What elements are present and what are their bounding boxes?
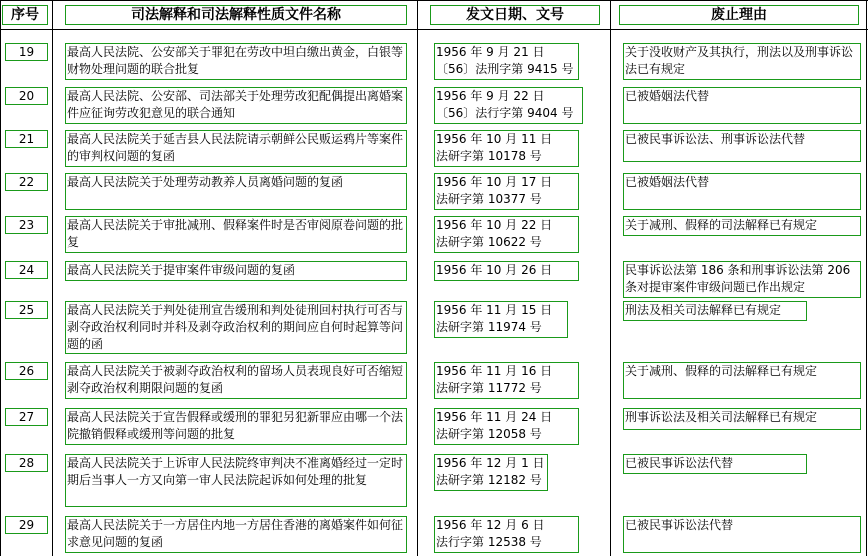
row-repeal-reason: 已被民事诉讼法代替 xyxy=(623,454,807,474)
row-doc-number: 〔56〕法行字第 9404 号 xyxy=(436,106,574,120)
column-divider-2 xyxy=(417,0,418,556)
row-repeal-reason: 已被民事诉讼法代替 xyxy=(623,516,861,553)
row-repeal-reason: 刑法及相关司法解释已有规定 xyxy=(623,301,807,321)
row-document-name: 最高人民法院关于延吉县人民法院请示朝鲜公民贩运鸦片等案件的审判权问题的复函 xyxy=(65,130,407,167)
row-number: 26 xyxy=(5,362,48,380)
row-document-name: 最高人民法院关于判处徒刑宣告缓刑和判处徒刑回村执行可否与剥夺政治权利同时并科及剥夺政治权利的期间应自何时起算等问题的函 xyxy=(65,301,407,354)
row-repeal-reason: 已被民事诉讼法、刑事诉讼法代替 xyxy=(623,130,861,162)
row-repeal-reason: 已被婚姻法代替 xyxy=(623,173,861,210)
row-number: 29 xyxy=(5,516,48,534)
column-divider-3 xyxy=(610,0,611,556)
row-number: 20 xyxy=(5,87,48,105)
table-border-top xyxy=(0,0,868,1)
header-no: 序号 xyxy=(2,5,48,25)
row-repeal-reason: 关于减刑、假释的司法解释已有规定 xyxy=(623,216,861,236)
row-document-name: 最高人民法院关于被剥夺政治权利的留场人员表现良好可否缩短剥夺政治权利期限问题的复函 xyxy=(65,362,407,399)
row-repeal-reason: 民事诉讼法第 186 条和刑事诉讼法第 206 条对提审案件审级问题已作出规定 xyxy=(623,261,861,298)
row-date-number xyxy=(434,43,579,80)
row-date: 1956 年 11 月 24 日 xyxy=(436,410,553,424)
table-border-left xyxy=(0,0,1,556)
row-date-number xyxy=(434,216,579,253)
row-date-number xyxy=(434,454,548,491)
row-document-name: 最高人民法院、公安部关于罪犯在劳改中坦白缴出黄金，白银等财物处理问题的联合批复 xyxy=(65,43,407,80)
row-number: 25 xyxy=(5,301,48,319)
table-border-right xyxy=(866,0,867,556)
row-doc-number: 法研字第 12182 号 xyxy=(436,473,542,487)
row-doc-number: 〔56〕法刑字第 9415 号 xyxy=(436,62,574,76)
row-repeal-reason: 已被婚姻法代替 xyxy=(623,87,861,124)
row-doc-number: 法研字第 10377 号 xyxy=(436,192,542,206)
row-doc-number: 法研字第 10622 号 xyxy=(436,235,542,249)
row-date-number xyxy=(434,130,579,167)
row-document-name: 最高人民法院、公安部、司法部关于处理劳改犯配偶提出离婚案件应征询劳改犯意见的联合通知 xyxy=(65,87,407,124)
row-date-number xyxy=(434,87,583,124)
row-number: 22 xyxy=(5,173,48,191)
row-date: 1956 年 12 月 1 日 xyxy=(436,456,545,470)
column-divider-1 xyxy=(52,0,53,556)
row-number: 28 xyxy=(5,454,48,472)
row-document-name: 最高人民法院关于上诉审人民法院终审判决不准离婚经过一定时期后当事人一方又向第一审人民法院起诉如何处理的批复 xyxy=(65,454,407,507)
row-number: 24 xyxy=(5,261,48,279)
row-date: 1956 年 10 月 22 日 xyxy=(436,218,553,232)
header-reason: 废止理由 xyxy=(619,5,859,25)
row-number: 23 xyxy=(5,216,48,234)
row-number: 21 xyxy=(5,130,48,148)
row-date: 1956 年 11 月 15 日 xyxy=(436,303,553,317)
row-date-number xyxy=(434,362,579,399)
row-repeal-reason: 关于减刑、假释的司法解释已有规定 xyxy=(623,362,861,399)
row-number: 27 xyxy=(5,408,48,426)
row-date: 1956 年 9 月 21 日 xyxy=(436,45,545,59)
row-date-number xyxy=(434,261,579,281)
row-doc-number: 法研字第 12058 号 xyxy=(436,427,542,441)
row-document-name: 最高人民法院关于审批减刑、假释案件时是否审阅原卷问题的批复 xyxy=(65,216,407,253)
row-date: 1956 年 10 月 17 日 xyxy=(436,175,553,189)
row-date-number xyxy=(434,516,579,553)
row-document-name: 最高人民法院关于宣告假释或缓刑的罪犯另犯新罪应由哪一个法院撤销假释或缓刑等问题的批复 xyxy=(65,408,407,445)
row-doc-number: 法行字第 12538 号 xyxy=(436,535,542,549)
row-doc-number: 法研字第 10178 号 xyxy=(436,149,542,163)
row-repeal-reason: 刑事诉讼法及相关司法解释已有规定 xyxy=(623,408,861,430)
row-date-number xyxy=(434,301,568,338)
row-repeal-reason: 关于没收财产及其执行，刑法以及刑事诉讼法已有规定 xyxy=(623,43,861,80)
row-date: 1956 年 10 月 26 日 xyxy=(436,263,553,277)
header-divider xyxy=(0,29,868,30)
row-document-name: 最高人民法院关于一方居住内地一方居住香港的离婚案件如何征求意见问题的复函 xyxy=(65,516,407,553)
header-date: 发文日期、文号 xyxy=(430,5,600,25)
header-name: 司法解释和司法解释性质文件名称 xyxy=(65,5,407,25)
row-date: 1956 年 12 月 6 日 xyxy=(436,518,545,532)
row-doc-number: 法研字第 11772 号 xyxy=(436,381,542,395)
row-document-name: 最高人民法院关于提审案件审级问题的复函 xyxy=(65,261,407,281)
row-number: 19 xyxy=(5,43,48,61)
row-date: 1956 年 9 月 22 日 xyxy=(436,89,545,103)
row-date-number xyxy=(434,173,579,210)
row-document-name: 最高人民法院关于处理劳动教养人员离婚问题的复函 xyxy=(65,173,407,210)
row-doc-number: 法研字第 11974 号 xyxy=(436,320,542,334)
row-date: 1956 年 11 月 16 日 xyxy=(436,364,553,378)
row-date-number xyxy=(434,408,579,445)
row-date: 1956 年 10 月 11 日 xyxy=(436,132,553,146)
